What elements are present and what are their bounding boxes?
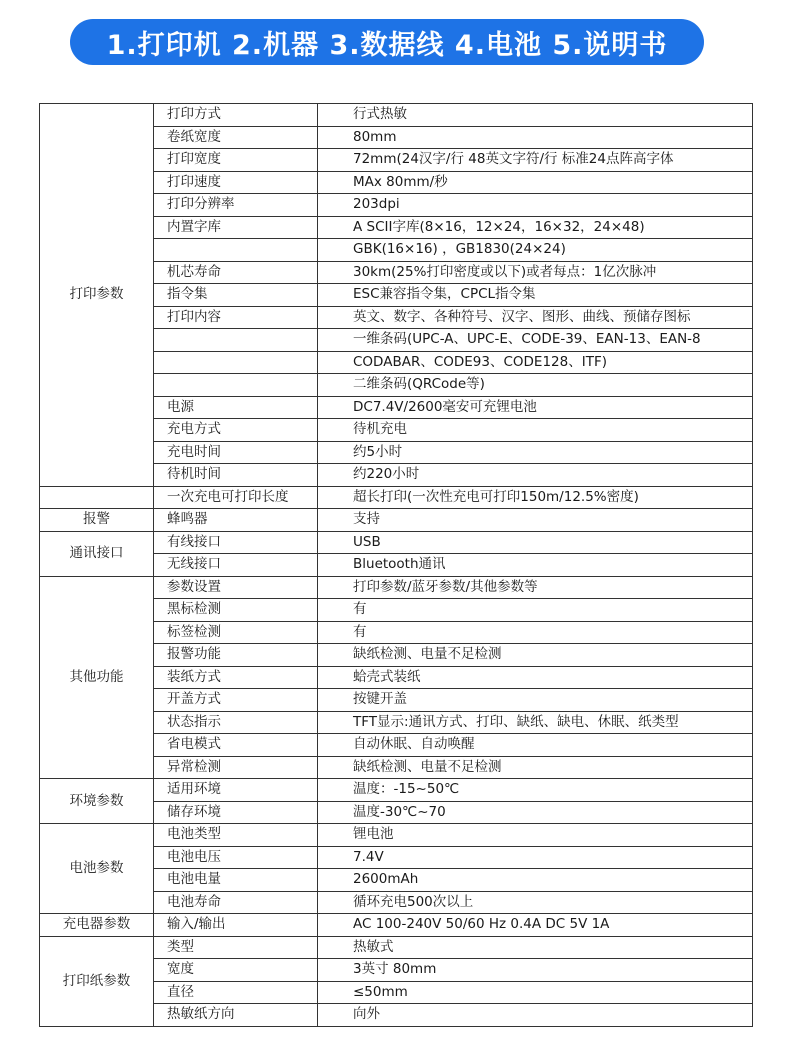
spec-label: 装纸方式 xyxy=(154,666,318,689)
table-row xyxy=(40,936,753,959)
spec-value: 行式热敏 xyxy=(318,104,753,127)
spec-value: 温度：-15~50℃ xyxy=(318,779,753,802)
spec-label xyxy=(154,374,318,397)
table-row xyxy=(40,104,753,127)
spec-label: 充电方式 xyxy=(154,419,318,442)
spec-value: 30km(25%打印密度或以下)或者每点：1亿次脉冲 xyxy=(318,261,753,284)
spec-label: 储存环境 xyxy=(154,801,318,824)
spec-value: 打印参数/蓝牙参数/其他参数等 xyxy=(318,576,753,599)
spec-value: 有 xyxy=(318,599,753,622)
spec-label: 标签检测 xyxy=(154,621,318,644)
spec-label: 蜂鸣器 xyxy=(154,509,318,532)
spec-value: 3英寸 80mm xyxy=(318,959,753,982)
spec-label: 待机时间 xyxy=(154,464,318,487)
spec-value: 向外 xyxy=(318,1004,753,1027)
spec-label: 电池寿命 xyxy=(154,891,318,914)
spec-label: 省电模式 xyxy=(154,734,318,757)
spec-label: 类型 xyxy=(154,936,318,959)
spec-value: 循环充电500次以上 xyxy=(318,891,753,914)
category-cell: 充电器参数 xyxy=(40,914,154,937)
spec-label xyxy=(154,351,318,374)
category-cell: 打印参数 xyxy=(40,104,154,487)
spec-value: ≤50mm xyxy=(318,981,753,1004)
spec-value: 72mm(24汉字/行 48英文字符/行 标准24点阵高字体 xyxy=(318,149,753,172)
spec-label: 打印分辨率 xyxy=(154,194,318,217)
table-row xyxy=(40,509,753,532)
spec-label: 电池电量 xyxy=(154,869,318,892)
spec-label: 电池电压 xyxy=(154,846,318,869)
spec-label: 热敏纸方向 xyxy=(154,1004,318,1027)
spec-value: 支持 xyxy=(318,509,753,532)
spec-label: 打印速度 xyxy=(154,171,318,194)
spec-value: DC7.4V/2600毫安可充锂电池 xyxy=(318,396,753,419)
spec-label: 开盖方式 xyxy=(154,689,318,712)
spec-label: 打印方式 xyxy=(154,104,318,127)
spec-label: 卷纸宽度 xyxy=(154,126,318,149)
spec-label: 直径 xyxy=(154,981,318,1004)
spec-value: MAx 80mm/秒 xyxy=(318,171,753,194)
spec-value: 按键开盖 xyxy=(318,689,753,712)
spec-value: 缺纸检测、电量不足检测 xyxy=(318,756,753,779)
category-cell xyxy=(40,486,154,509)
spec-label xyxy=(154,239,318,262)
table-row xyxy=(40,486,753,509)
category-cell: 环境参数 xyxy=(40,779,154,824)
spec-value: 锂电池 xyxy=(318,824,753,847)
spec-value: 7.4V xyxy=(318,846,753,869)
spec-label: 机芯寿命 xyxy=(154,261,318,284)
spec-value: 203dpi xyxy=(318,194,753,217)
spec-value: 一维条码(UPC-A、UPC-E、CODE-39、EAN-13、EAN-8 xyxy=(318,329,753,352)
category-cell: 通讯接口 xyxy=(40,531,154,576)
spec-label: 电池类型 xyxy=(154,824,318,847)
spec-value: ESC兼容指令集，CPCL指令集 xyxy=(318,284,753,307)
spec-label: 充电时间 xyxy=(154,441,318,464)
table-row xyxy=(40,824,753,847)
spec-label: 无线接口 xyxy=(154,554,318,577)
category-cell: 电池参数 xyxy=(40,824,154,914)
spec-value: TFT显示:通讯方式、打印、缺纸、缺电、休眠、纸类型 xyxy=(318,711,753,734)
spec-value: 约220小时 xyxy=(318,464,753,487)
spec-label: 一次充电可打印长度 xyxy=(154,486,318,509)
spec-value: 80mm xyxy=(318,126,753,149)
spec-label: 打印内容 xyxy=(154,306,318,329)
spec-value: 二维条码(QRCode等) xyxy=(318,374,753,397)
table-row xyxy=(40,914,753,937)
table-row xyxy=(40,779,753,802)
spec-label: 打印宽度 xyxy=(154,149,318,172)
package-contents-banner: 1.打印机 2.机器 3.数据线 4.电池 5.说明书 xyxy=(70,19,704,65)
spec-table xyxy=(39,103,753,1027)
spec-label: 有线接口 xyxy=(154,531,318,554)
spec-value: 约5小时 xyxy=(318,441,753,464)
spec-label xyxy=(154,329,318,352)
category-cell: 报警 xyxy=(40,509,154,532)
spec-value: 温度-30℃~70 xyxy=(318,801,753,824)
spec-label: 内置字库 xyxy=(154,216,318,239)
spec-value: Bluetooth通讯 xyxy=(318,554,753,577)
spec-value: 热敏式 xyxy=(318,936,753,959)
spec-table-body xyxy=(40,104,753,1027)
spec-label: 输入/输出 xyxy=(154,914,318,937)
category-cell: 打印纸参数 xyxy=(40,936,154,1026)
category-cell: 其他功能 xyxy=(40,576,154,779)
spec-label: 异常检测 xyxy=(154,756,318,779)
spec-value: A SCII字库(8×16，12×24，16×32，24×48) xyxy=(318,216,753,239)
spec-value: USB xyxy=(318,531,753,554)
spec-value: 2600mAh xyxy=(318,869,753,892)
spec-value: 英文、数字、各种符号、汉字、图形、曲线、预储存图标 xyxy=(318,306,753,329)
spec-value: 有 xyxy=(318,621,753,644)
spec-label: 适用环境 xyxy=(154,779,318,802)
spec-value: 待机充电 xyxy=(318,419,753,442)
spec-label: 宽度 xyxy=(154,959,318,982)
spec-label: 参数设置 xyxy=(154,576,318,599)
spec-value: CODABAR、CODE93、CODE128、ITF) xyxy=(318,351,753,374)
spec-label: 黑标检测 xyxy=(154,599,318,622)
spec-value: 超长打印(一次性充电可打印150m/12.5%密度) xyxy=(318,486,753,509)
spec-value: 缺纸检测、电量不足检测 xyxy=(318,644,753,667)
spec-value: 自动休眠、自动唤醒 xyxy=(318,734,753,757)
spec-label: 状态指示 xyxy=(154,711,318,734)
spec-value: 蛤壳式装纸 xyxy=(318,666,753,689)
spec-label: 电源 xyxy=(154,396,318,419)
table-row xyxy=(40,531,753,554)
table-row xyxy=(40,576,753,599)
spec-label: 报警功能 xyxy=(154,644,318,667)
spec-label: 指令集 xyxy=(154,284,318,307)
spec-value: AC 100-240V 50/60 Hz 0.4A DC 5V 1A xyxy=(318,914,753,937)
spec-value: GBK(16×16) ，GB1830(24×24) xyxy=(318,239,753,262)
